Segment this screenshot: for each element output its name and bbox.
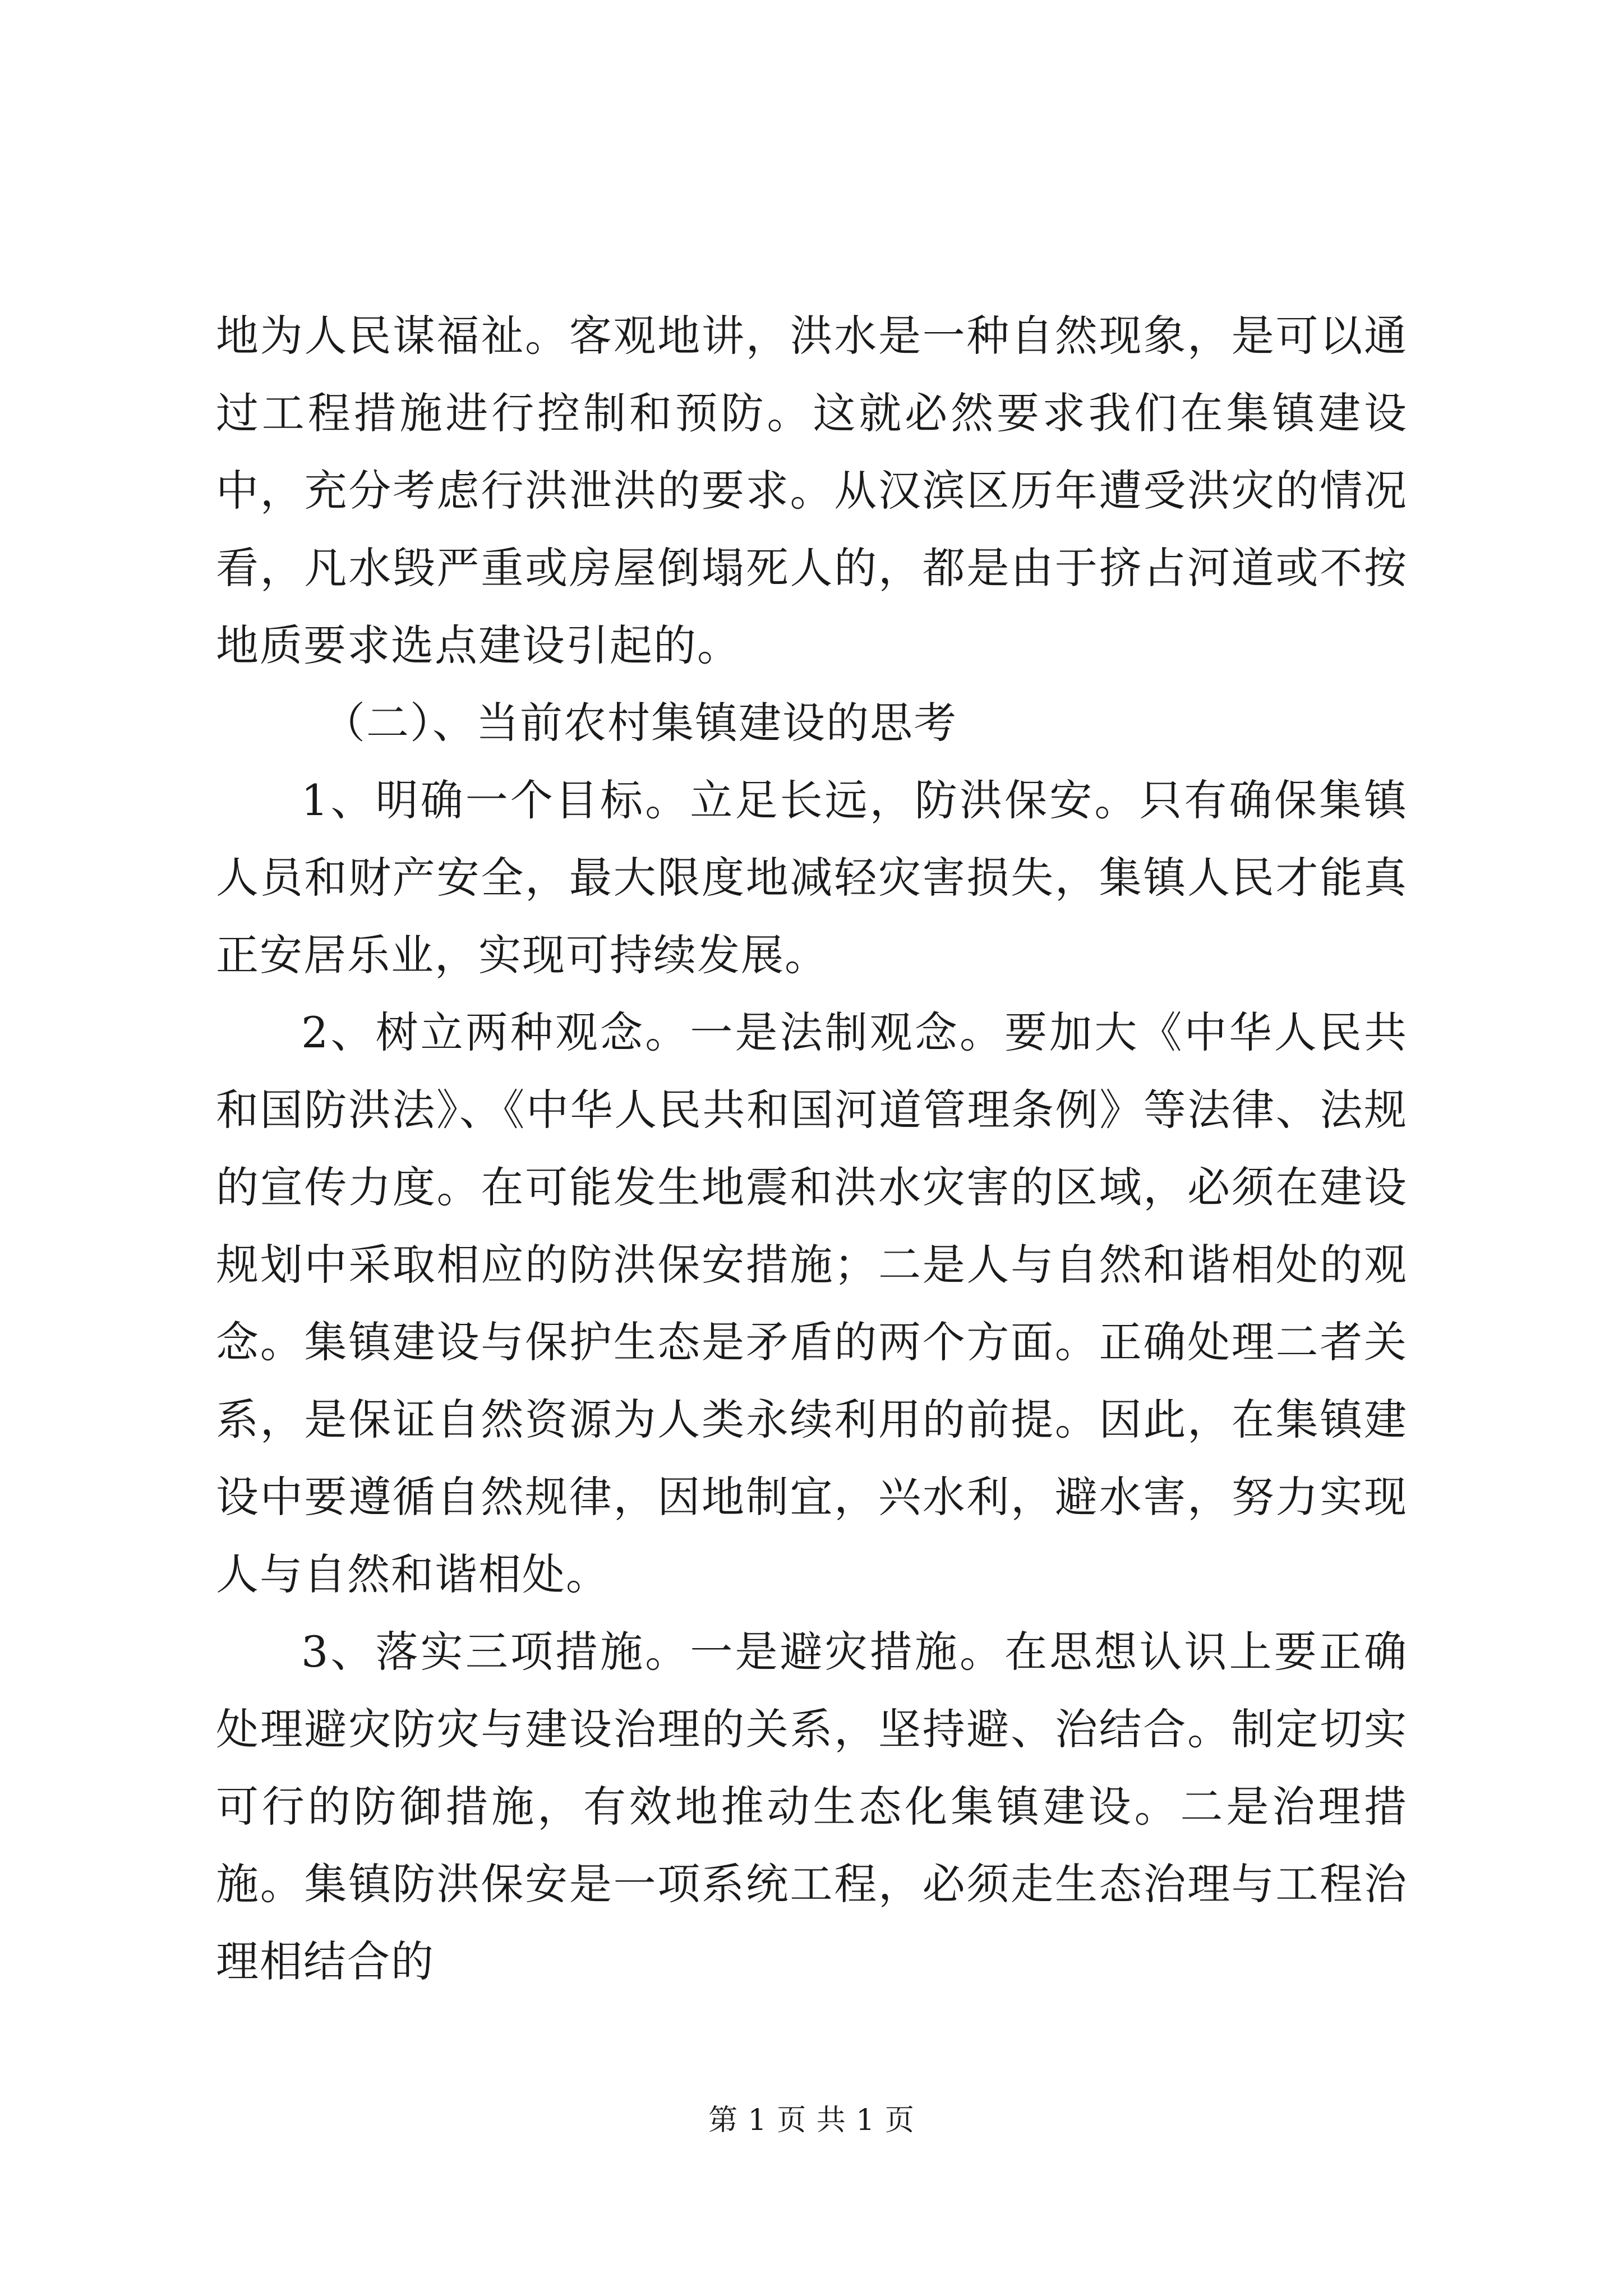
point-1-paragraph: 1、明确一个目标。立足长远，防洪保安。只有确保集镇人员和财产安全，最大限度地减轻灾害损失，集镇人民才能真正安居乐业，实现可持续发展。 — [216, 775, 1408, 980]
section-heading: （二）、当前农村集镇建设的思考 — [322, 698, 957, 748]
point-2-paragraph: 2、树立两种观念。一是法制观念。要加大《中华人民共和国防洪法》、《中华人民共和国河道管理条例》等法律、法规的宣传力度。在可能发生地震和洪水灾害的区域，必须在建设规划中采取相应的防洪保安措施；二是人与自然和谐相处的观念。集镇建设与保护生态是矛盾的两个方面。正确处理二者关系，是保证自然资源为人类永续利用的前提。因此，在集镇建设中要遵循自然规律，因地制宜，兴水利，避水害，努力实现人与自然和谐相处。 — [216, 1007, 1408, 1599]
paragraph-continued: 地为人民谋福祉。客观地讲，洪水是一种自然现象，是可以通过工程措施进行控制和预防。这就必然要求我们在集镇建设中，充分考虑行洪泄洪的要求。从汉滨区历年遭受洪灾的情况看，凡水毁严重或房屋倒塌死人的，都是由于挤占河道或不按地质要求选点建设引起的。 — [216, 311, 1408, 670]
body-text — [216, 297, 1408, 2000]
point-3-paragraph: 3、落实三项措施。一是避灾措施。在思想认识上要正确处理避灾防灾与建设治理的关系，坚持避、治结合。制定切实可行的防御措施，有效地推动生态化集镇建设。二是治理措施。集镇防洪保安是一项系统工程，必须走生态治理与工程治理相结合的 — [216, 1627, 1408, 1986]
page-number-footer: 第 1 页 共 1 页 — [708, 2104, 915, 2137]
